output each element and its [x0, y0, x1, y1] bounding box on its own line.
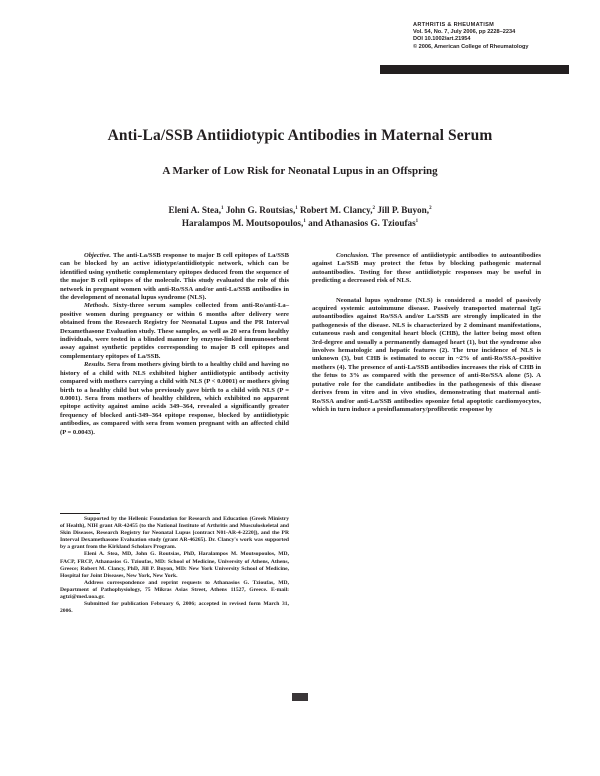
author-name: Robert M. Clancy,: [300, 205, 373, 216]
copyright-line: © 2006, American College of Rheumatology: [413, 43, 529, 50]
abstract-text: The anti-La/SSB response to major B cell epitopes of La/SSB can be blocked by an active idiotype/antiidiotypic network, which can be identified using synthetic complementary epitopes deduced from the sequence of the major B cell epitopes of the molecule. This study evaluated the role of this network in pregnant women with anti-Ro/SSA and/or anti-La/SSB antibodies in the development of neonatal lupus syndrome (NLS).: [60, 252, 289, 302]
abstract-objective: [60, 252, 289, 302]
author-name: Eleni A. Stea,: [168, 205, 222, 216]
abstract-text: Sera from mothers giving birth to a healthy child and having no history of a child with NLS exhibited higher antiidiotypic antibody activity compared with mothers carrying a child with NLS (P < 0.0001) or mothers giving birth to a healthy child but who previously gave birth to a child with NLS (P = 0.0001). Sera from mothers of healthy children, which exhibited no apparent epitope activity against amino acids 349–364, revealed a significantly greater frequency of blocked anti-349–364 epitope response, blocked by antiidiotypic antibodies, as compared with sera from women pregnant with an affected child (P = 0.0043).: [60, 361, 289, 436]
abstract-results: [60, 361, 289, 437]
author-name: John G. Routsias,: [225, 205, 296, 216]
section-label: Objective.: [84, 252, 111, 259]
affiliation-mark: 1: [303, 219, 306, 225]
doi-line: DOI 10.1002/art.21954: [413, 36, 471, 43]
abstract-methods: [60, 302, 289, 361]
affiliation-mark: 1: [415, 219, 419, 225]
page-number: 2228: [294, 693, 306, 699]
section-label: Conclusion.: [336, 252, 369, 259]
paper-title: Anti-La/SSB Antiidiotypic Antibodies in Maternal Serum: [107, 127, 493, 144]
affiliation-mark: 1: [295, 206, 298, 211]
volume-line: Vol. 54, No. 7, July 2006, pp 2228–2234: [413, 29, 516, 36]
affiliation-mark: 1: [221, 206, 224, 211]
footnote-submission: Submitted for publication February 6, 2006; accepted in revised form March 31, 2006.: [60, 601, 289, 615]
abstract-left-column: [60, 252, 289, 437]
footnote-correspondence: Address correspondence and reprint requests to Athanasios G. Tzioufas, MD, Department of Pathophysiology, 75 Mikras Asias Street, Athens 11527, Greece. E-mail: agtzi@med.uoa.gr.: [60, 579, 289, 601]
header-rule: [380, 65, 569, 74]
footnote-rule: [60, 513, 100, 514]
author-line-1: [80, 203, 520, 216]
right-column: [312, 252, 541, 414]
author-name: Jill P. Buyon,: [377, 205, 430, 216]
abstract-conclusion: [312, 252, 541, 286]
section-label: Results.: [84, 361, 106, 369]
author-line-2: [80, 216, 520, 229]
section-label: Methods.: [84, 302, 110, 310]
affiliation-mark: 2: [372, 206, 376, 211]
journal-name: ARTHRITIS & RHEUMATISM: [413, 22, 495, 28]
author-list: [80, 203, 520, 229]
author-name: and Athanasios G. Tzioufas: [308, 218, 416, 229]
affiliation-mark: 2: [429, 206, 432, 211]
footnotes: [60, 516, 289, 615]
footnote-affiliations: Eleni A. Stea, MD, John G. Routsias, PhD, Haralampos M. Moutsopoulos, MD, FACP, FRCP, Athanasios G. Tzioufas, MD: School of Medicine, University of Athens, Athens, Greece; Robert M. Clancy, PhD, Jill P. Buyon, MD: New York University School of Medicine, Hospital for Joint Diseases, New York, New York.: [60, 551, 289, 579]
journal-header: [413, 22, 583, 51]
abstract-text: Sixty-three serum samples collected from anti-Ro/anti-La–positive women during pregnancy or within 6 months after delivery were obtained from the Research Registry for Neonatal Lupus and the PR Interval Dexamethasone Evaluation study. These samples, as well as 20 sera from healthy individuals, were tested in a blinded manner by enzyme-linked immunosorbent assay against synthetic peptides corresponding to major B cell epitopes and complementary epitopes of La/SSB.: [60, 302, 289, 360]
paper-subtitle: A Marker of Low Risk for Neonatal Lupus in an Offspring: [162, 165, 438, 177]
abstract-text: The presence of antiidiotypic antibodies to autoantibodies against La/SSB may protect the fetus by blocking pathogenic maternal autoantibodies. Testing for these antiidiotypic responses may be useful in predicting a decreased risk of NLS.: [312, 252, 541, 285]
author-name: Haralampos M. Moutsopoulos,: [181, 218, 304, 229]
footnote-funding: Supported by the Hellenic Foundation for Research and Education (Greek Ministry of Health), NIH grant AR-42455 (to the National Institute of Arthritis and Musculoskeletal and Skin Diseases, Research Registry for Neonatal Lupus [contract N01-AR-4-2220]), and the PR Interval Dexamethasone Evaluation study (grant AR-46265). Dr. Clancy's work was supported by a grant from the Kirkland Scholars Program.: [60, 516, 289, 551]
introduction-paragraph: Neonatal lupus syndrome (NLS) is considered a model of passively acquired systemic autoimmune disease. Passively transported maternal IgG autoantibodies against Ro/SSA and/or La/SSB are strongly implicated in the pathogenesis of the disease. NLS is characterized by 2 dominant manifestations, cutaneous rash and congenital heart block (CHB), the latter being most often 3rd-degree and usually a permanently damaged heart (1), but the syndrome also involves hematologic and hepatic features (2). The true incidence of NLS is unknown (3), but CHB is estimated to occur in ~2% of anti-Ro/SSA–positive mothers (4). The presence of anti-La/SSB antibodies increases the risk of CHB in the fetus to 3% as compared with the presence of anti-Ro/SSA alone (5). A putative role for the candidate antibodies in the pathogenesis of this disease derives from in vitro and in vivo studies, demonstrating that maternal anti-Ro/SSA and/or anti-La/SSB antibodies opsonize fetal apoptotic cardiomyocytes, which in turn induce a proinflammatory/profibrotic response by: [312, 296, 541, 413]
